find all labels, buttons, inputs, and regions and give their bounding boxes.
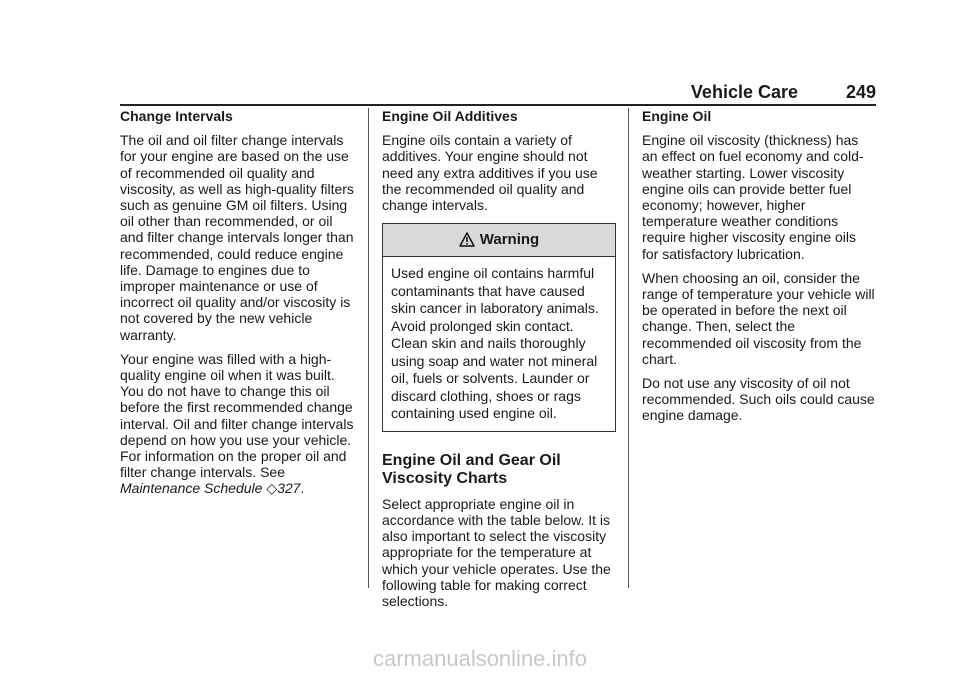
engine-oil-paragraph-1: Engine oil viscosity (thickness) has an effect on fuel economy and cold-weather starting. Lower viscosity engine oils can provide better fuel economy; however, higher temperature weather conditions require higher viscosity engine oils for satisfactory lubrication.: [642, 132, 864, 262]
warning-title-bar: [383, 224, 615, 257]
column-3: [642, 108, 876, 432]
change-intervals-paragraph-2: [120, 351, 356, 497]
column-1: [120, 108, 356, 505]
column-2: [382, 108, 616, 617]
page-header: [120, 82, 876, 106]
engine-oil-paragraph-2: When choosing an oil, consider the range of temperature your vehicle will be operated in before the next oil change. Then, select the recommended oil viscosity from the chart.: [642, 269, 875, 367]
oil-additives-paragraph: Engine oils contain a variety of additives. Your engine should not need any extra additives if you use the recommended oil quality and change intervals.: [382, 132, 598, 214]
oil-additives-heading: Engine Oil Additives: [382, 108, 518, 124]
section-title: Vehicle Care: [690, 82, 798, 102]
maintenance-schedule-link[interactable]: Maintenance Schedule: [120, 480, 263, 497]
change-intervals-heading: Change Intervals: [120, 108, 233, 124]
watermark: carmanualsonline.info: [372, 646, 588, 671]
engine-oil-heading: Engine Oil: [642, 108, 712, 124]
warning-icon: [459, 232, 475, 248]
page-number: 249: [845, 82, 876, 102]
warning-title: Warning: [479, 231, 540, 249]
change-intervals-paragraph-1: The oil and oil filter change intervals for your engine are based on the use of recommended oil quality and viscosity, as well as high-quality filters such as genuine GM oil filters. Using oil other than recommended, or oil and filter change intervals longer than recommended, could reduce engine life. Damage to engines due to improper maintenance or use of incorrect oil quality and/or viscosity is not covered by the new vehicle warranty.: [120, 132, 354, 343]
link-period: .: [300, 480, 305, 497]
column-divider-1: [368, 108, 369, 588]
warning-body: Used engine oil contains harmful contaminants that have caused skin cancer in laboratory animals. Avoid prolonged skin contact. Clean skin and nails thoroughly using soap and water not mineral oil, fuels or solvents. Launder or discard clothing, shoes or rags containing used engine oil.: [391, 265, 599, 422]
engine-oil-paragraph-3: Do not use any viscosity of oil not recommended. Such oils could cause engine damage.: [642, 375, 875, 424]
warning-box: [382, 223, 616, 432]
page-ref-icon: ◇: [266, 480, 278, 497]
viscosity-charts-heading: Engine Oil and Gear Oil Viscosity Charts: [382, 451, 561, 487]
maintenance-schedule-page[interactable]: 327: [277, 480, 301, 497]
change-intervals-paragraph-2-text: Your engine was filled with a high-quality engine oil when it was built. You do not have to change this oil before the first recommended change interval. Oil and filter change intervals depend on how you use your vehicle. For information on the proper oil and filter change intervals. See: [120, 350, 354, 481]
viscosity-charts-paragraph: Select appropriate engine oil in accordance with the table below. It is also important to select the viscosity appropriate for the temperature at which your vehicle operates. Use the following table for making correct selections.: [382, 495, 611, 609]
column-divider-2: [628, 108, 629, 588]
